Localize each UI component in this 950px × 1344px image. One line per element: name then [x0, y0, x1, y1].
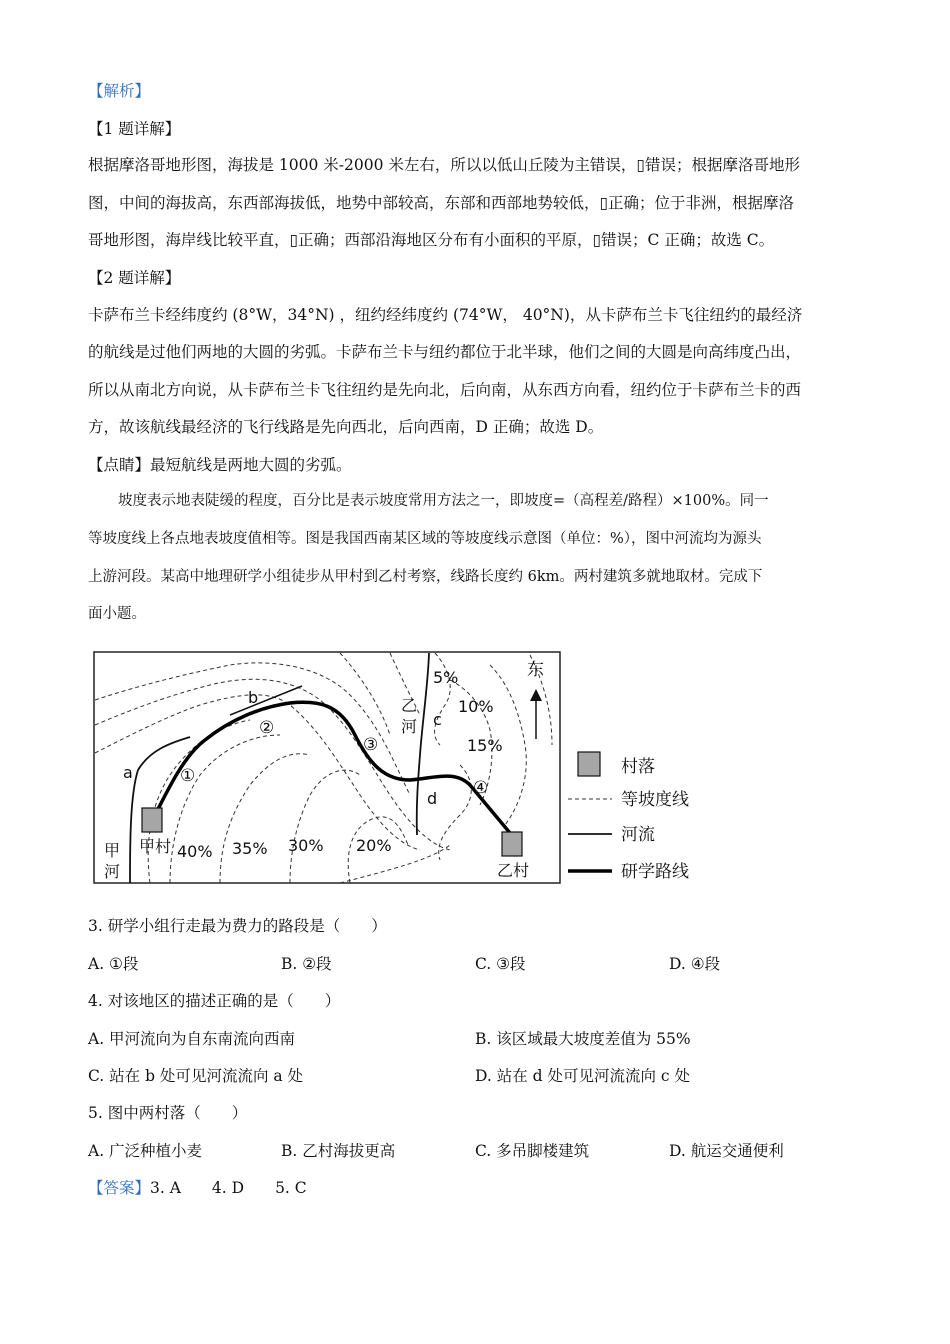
- q4-option-d[interactable]: D. 站在 d 处可见河流流向 c 处: [475, 1067, 691, 1085]
- contour-label-5: 5%: [433, 668, 459, 687]
- river-yi-label-1: 乙: [401, 696, 418, 715]
- question-4-stem: 4. 对该地区的描述正确的是（ ）: [88, 992, 341, 1010]
- q3-option-d[interactable]: D. ④段: [669, 955, 721, 973]
- passage-line: 上游河段。某高中地理研学小组徒步从甲村到乙村考察，线路长度约 6km。两村建筑多就地取材。完成下: [88, 569, 763, 585]
- answer-text: 3. A 4. D 5. C: [150, 1179, 307, 1197]
- q3-option-c[interactable]: C. ③段: [475, 955, 526, 973]
- segment-1: ①: [180, 766, 196, 786]
- q5-option-c[interactable]: C. 多吊脚楼建筑: [475, 1142, 590, 1160]
- q1-heading: 【1 题详解】: [88, 120, 181, 138]
- q5-option-d[interactable]: D. 航运交通便利: [669, 1142, 784, 1160]
- village-yi-label: 乙村: [497, 861, 530, 880]
- q2-text-line: 的航线是过他们两地的大圆的劣弧。卡萨布兰卡与纽约都位于北半球，他们之间的大圆是向高纬度凸出，: [88, 343, 802, 361]
- question-5-stem: 5. 图中两村落（ ）: [88, 1104, 248, 1122]
- river-jia-label-2: 河: [104, 862, 121, 881]
- river-yi-label-2: 河: [401, 717, 418, 736]
- legend-village-icon: [578, 752, 600, 776]
- q3-option-b[interactable]: B. ②段: [281, 955, 332, 973]
- slope-contour-map: [90, 645, 710, 890]
- tip-text: 【点睛】最短航线是两地大圆的劣弧。: [88, 456, 352, 474]
- q3-option-a[interactable]: A. ①段: [88, 955, 139, 973]
- q2-text-line: 所以从南北方向说，从卡萨布兰卡飞往纽约是先向北，后向南，从东西方向看，纽约位于卡萨布兰卡的西: [88, 381, 802, 399]
- q4-option-a[interactable]: A. 甲河流向为自东南流向西南: [88, 1030, 296, 1048]
- contour-label-40: 40%: [177, 842, 213, 861]
- contour-label-15: 15%: [467, 736, 503, 755]
- contour-label-30: 30%: [288, 836, 324, 855]
- q4-option-b[interactable]: B. 该区域最大坡度差值为 55%: [475, 1030, 691, 1048]
- map-legend: [568, 752, 689, 882]
- segment-3: ③: [363, 735, 379, 755]
- village-jia-marker: [142, 808, 162, 832]
- east-label: 东: [527, 660, 544, 680]
- legend-contour-label: 等坡度线: [621, 790, 689, 810]
- segment-2: ②: [259, 718, 275, 738]
- q1-text-line: 图，中间的海拔高，东西部海拔低，地势中部较高，东部和西部地势较低，▯正确；位于非洲，根据摩洛: [88, 194, 795, 212]
- contour-label-35: 35%: [232, 839, 268, 858]
- river-jia-label-1: 甲: [104, 841, 121, 860]
- q2-heading: 【2 题详解】: [88, 269, 181, 287]
- q2-text-line: 方，故该航线最经济的飞行线路是先向西北，后向西南，D 正确；故选 D。: [88, 418, 604, 436]
- q1-text-line: 根据摩洛哥地形图，海拔是 1000 米-2000 米左右，所以以低山丘陵为主错误，▯错误；根据摩洛哥地形: [88, 156, 800, 174]
- contour-label-10: 10%: [458, 697, 494, 716]
- answer-tag: 【答案】: [88, 1179, 151, 1197]
- legend-village-label: 村落: [621, 757, 655, 777]
- point-d: d: [427, 789, 438, 808]
- analysis-tag: 【解析】: [88, 82, 151, 100]
- q1-text-line: 哥地形图，海岸线比较平直，▯正确；西部沿海地区分布有小面积的平原，▯错误；C 正确；故选 C。: [88, 231, 775, 249]
- q5-option-a[interactable]: A. 广泛种植小麦: [88, 1142, 203, 1160]
- point-b: b: [248, 688, 259, 707]
- q2-text-line: 卡萨布兰卡经纬度约 (8°W，34°N) ，纽约经纬度约 (74°W， 40°N)，从卡萨布兰卡飞往纽约的最经济: [88, 306, 803, 324]
- contour-label-20: 20%: [356, 836, 392, 855]
- answer-line: [88, 1178, 307, 1198]
- legend-route-label: 研学路线: [621, 862, 689, 882]
- legend-river-label: 河流: [621, 825, 655, 845]
- point-c: c: [433, 710, 442, 729]
- q4-option-c[interactable]: C. 站在 b 处可见河流流向 a 处: [88, 1067, 304, 1085]
- q5-option-b[interactable]: B. 乙村海拔更高: [281, 1142, 396, 1160]
- village-jia-label: 甲村: [139, 837, 172, 856]
- village-yi-marker: [502, 832, 522, 856]
- segment-4: ④: [473, 778, 489, 798]
- passage-line: 等坡度线上各点地表坡度值相等。图是我国西南某区域的等坡度线示意图（单位：%），图中河流均为源头: [88, 531, 762, 547]
- question-3-stem: 3. 研学小组行走最为费力的路段是（ ）: [88, 917, 387, 935]
- point-a: a: [123, 763, 133, 782]
- passage-line: 坡度表示地表陡缓的程度，百分比是表示坡度常用方法之一，即坡度=（高程差/路程）×100%。同一: [118, 493, 769, 509]
- passage-line: 面小题。: [88, 606, 146, 622]
